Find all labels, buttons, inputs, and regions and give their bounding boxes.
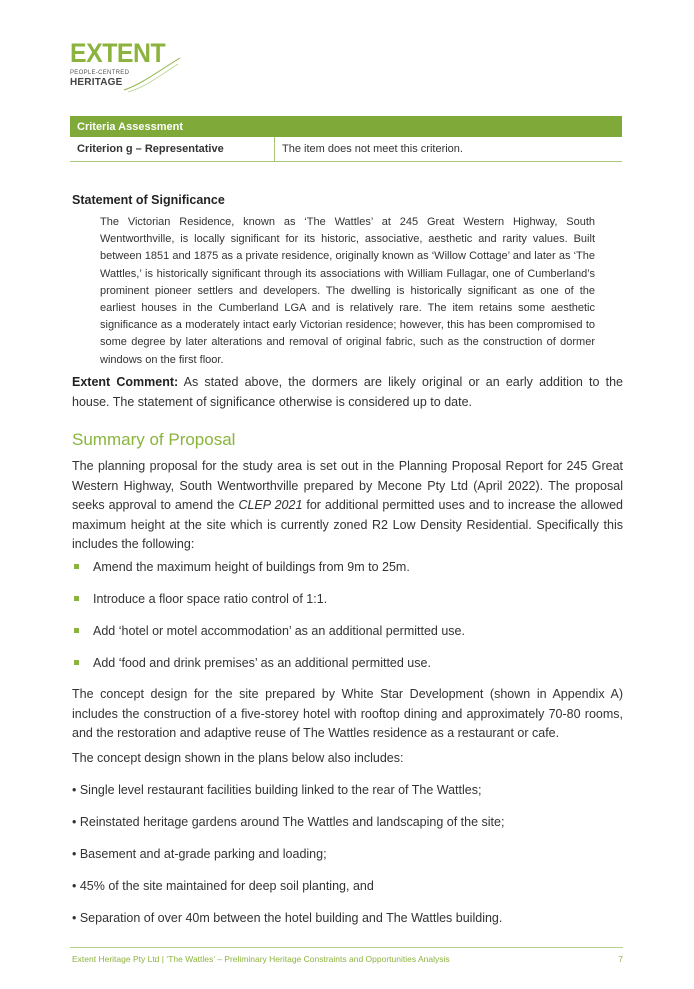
- list-item-text: Add ‘hotel or motel accommodation’ as an additional permitted use.: [93, 624, 465, 638]
- footer-text: Extent Heritage Pty Ltd | ‘The Wattles’ – Preliminary Heritage Constraints and Opportunities Analysis: [72, 954, 450, 964]
- list-item: [72, 654, 623, 686]
- criteria-table-row: [70, 137, 622, 162]
- proposal-intro-italic: CLEP 2021: [238, 498, 303, 512]
- extent-heritage-logo: [70, 38, 180, 96]
- proposal-amendments-list: [72, 558, 623, 686]
- concept-design-paragraph: The concept design for the site prepared by White Star Development (shown in Appendix A) includes the construction of a five-storey hotel with rooftop dining and approximately 70-80 rooms, and the restoration and adaptive reuse of The Wattles residence as a restaurant or cafe.: [72, 687, 623, 740]
- green-square-bullet-icon: [74, 660, 79, 665]
- list-item: • Separation of over 40m between the hotel building and The Wattles building.: [72, 911, 503, 925]
- logo-tagline-2: HERITAGE: [70, 77, 123, 88]
- logo-swoosh-icon: [122, 54, 182, 94]
- proposal-intro-text-1: The planning proposal for the study area is set out in the Planning Proposal Report for 245 Great Western Highway, South Wentworthville prepared by Mecone Pty Ltd (April 2022). The proposal seeks approval to amend the: [72, 459, 623, 512]
- criterion-name-cell: Criterion g – Representative: [70, 137, 275, 162]
- extent-comment-paragraph: [72, 373, 623, 412]
- criterion-assessment-cell: The item does not meet this criterion.: [275, 137, 623, 162]
- logo-wordmark: EXTENT: [70, 38, 166, 68]
- list-item: • Single level restaurant facilities building linked to the rear of The Wattles;: [72, 783, 482, 797]
- list-item: [72, 590, 623, 622]
- criteria-table-header: Criteria Assessment: [70, 116, 622, 137]
- proposal-intro-text-2: for additional permitted uses and to increase the allowed maximum height at the site which is currently zoned R2 Low Density Residential. Specifically this includes the following:: [72, 498, 623, 551]
- criteria-table-header-row: [70, 116, 622, 137]
- page-number: 7: [618, 954, 623, 964]
- list-item: • 45% of the site maintained for deep soil planting, and: [72, 879, 374, 893]
- proposal-intro-paragraph: [72, 457, 623, 555]
- list-item: • Basement and at-grade parking and loading;: [72, 847, 327, 861]
- extent-comment-label: Extent Comment:: [72, 375, 179, 389]
- list-item: [72, 622, 623, 654]
- criteria-assessment-table: [70, 116, 622, 162]
- summary-of-proposal-heading: Summary of Proposal: [72, 430, 236, 449]
- list-item: • Reinstated heritage gardens around The Wattles and landscaping of the site;: [72, 815, 505, 829]
- concept-also-includes: The concept design shown in the plans below also includes:: [72, 751, 404, 765]
- green-square-bullet-icon: [74, 596, 79, 601]
- footer-divider: [70, 947, 623, 948]
- list-item: [72, 558, 623, 590]
- green-square-bullet-icon: [74, 564, 79, 569]
- list-item-text: Introduce a floor space ratio control of 1:1.: [93, 592, 328, 606]
- list-item-text: Add ‘food and drink premises’ as an additional permitted use.: [93, 656, 431, 670]
- logo-tagline-1: PEOPLE-CENTRED: [70, 70, 130, 76]
- concept-features-list: [72, 781, 504, 941]
- extent-comment-text: As stated above, the dormers are likely original or an early addition to the house. The statement of significance otherwise is considered up to date.: [72, 375, 623, 409]
- statement-of-significance-body: The Victorian Residence, known as ‘The Wattles’ at 245 Great Western Highway, South Wentworthville, is locally significant for its historic, associative, aesthetic and rarity values. Built between 1851 and 1875 as a private residence, originally known as ‘Willow Cottage’ and later as ‘The Wattles,’ is historically significant through its associations with William Fullagar, one of Cumberland’s prominent pioneer settlers and developers. The dwelling is historically significant as one of the earliest houses in the Cumberland LGA and is relatively rare. The item retains some aesthetic significance as a moderately intact early Victorian residence; however, this has been compromised to some degree by later alterations and removal of original fabric, such as the construction of dormer windows on the first floor.: [100, 216, 595, 366]
- green-square-bullet-icon: [74, 628, 79, 633]
- statement-of-significance-title: Statement of Significance: [72, 193, 225, 207]
- list-item-text: Amend the maximum height of buildings from 9m to 25m.: [93, 560, 410, 574]
